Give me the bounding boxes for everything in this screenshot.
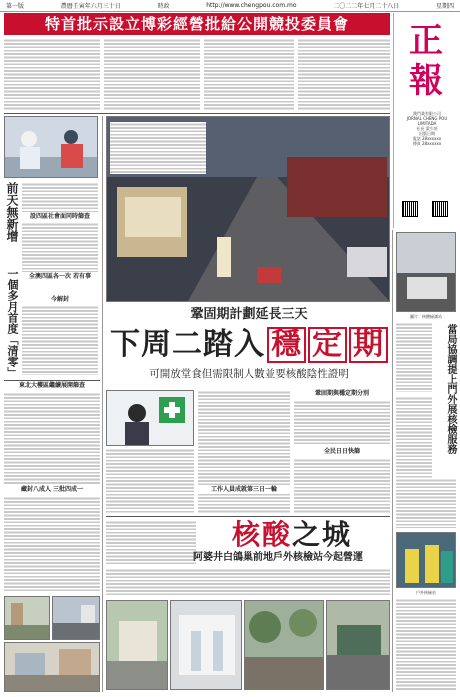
photo-testing-staff-image — [5, 117, 98, 178]
article-text-right-d — [396, 598, 456, 690]
photo-overlay-text — [110, 122, 206, 174]
headline-main — [106, 326, 392, 364]
feature-title-char-2: 酸 — [261, 518, 292, 551]
article-text-top-2 — [104, 38, 200, 110]
photo-official-image — [107, 391, 194, 446]
banner-headline: 特首批示設立博彩經營批給公開競投委員會 — [4, 13, 390, 35]
divider-center — [106, 516, 390, 517]
photo-street-2 — [52, 596, 100, 640]
photo-street-2-image — [53, 597, 100, 640]
article-text-left-d — [4, 392, 100, 484]
subhead-2: 今解封 — [50, 296, 69, 303]
divider-left-1 — [4, 380, 100, 381]
headline-over: 鞏固期計劃延長三天 — [190, 307, 308, 322]
photo-bottom-2 — [170, 600, 242, 690]
divider-top — [4, 113, 390, 114]
article-text-left-e — [4, 496, 100, 592]
photo-street-3 — [4, 642, 100, 692]
feature-title-char-3: 之 — [292, 518, 323, 551]
headline-box-1: 穩 — [267, 327, 306, 363]
section-name: 時政 — [157, 3, 170, 10]
feature-title-char-4: 城 — [322, 518, 353, 551]
photo-bottom-3-image — [245, 601, 324, 690]
masthead — [393, 13, 457, 228]
article-text-left-b — [22, 222, 98, 272]
photo-street-1 — [4, 596, 50, 640]
feature-title — [200, 520, 384, 550]
photo-right-2-image — [397, 533, 456, 588]
top-bar — [0, 0, 460, 12]
article-text-top-4 — [298, 38, 390, 110]
headline-box-3: 期 — [349, 327, 388, 363]
article-text-center-3 — [294, 400, 390, 446]
weekday: 星期四 — [435, 3, 454, 10]
headline-box-2: 定 — [308, 327, 347, 363]
article-text-center-1 — [106, 448, 194, 514]
headline-main-a: 下周二踏入 — [110, 327, 265, 362]
caption-right-1: 圖片：核酸檢測站 — [410, 314, 442, 319]
article-text-feature-2 — [106, 568, 390, 596]
feature-title-char-1: 核 — [231, 518, 262, 551]
headline-sub: 可開放堂食但需限制人數並要核酸陰性證明 — [149, 368, 349, 380]
vertical-headline-left-top: 前天無新增 — [5, 182, 19, 242]
subhead-7: 工作人員成就第三日一輪 — [198, 486, 290, 494]
lunar-date: 農曆壬寅年六月三十日 — [60, 3, 121, 10]
photo-right-2 — [396, 532, 456, 588]
photo-bottom-1 — [106, 600, 168, 690]
photo-street-3-image — [5, 643, 100, 692]
photo-official — [106, 390, 194, 446]
photo-testing-staff — [4, 116, 98, 178]
subhead-5: 鞏固期與穩定期分別 — [314, 390, 369, 397]
subhead-6: 全民日日快篩 — [323, 448, 360, 455]
article-text-top-1 — [4, 38, 100, 110]
feature-subtitle: 阿婆井白鴿巢前地戶外核檢站今起營運 — [193, 552, 363, 563]
divider-vertical-right — [392, 230, 393, 692]
photo-bottom-4-image — [327, 601, 390, 690]
article-text-left-a — [22, 182, 98, 212]
caption-right-2: 戶外核檢站 — [416, 590, 436, 595]
article-text-center-2 — [198, 390, 290, 514]
subhead-4: 藏封八成人 三批四成一 — [20, 486, 84, 493]
subhead-3: 東北大樓區繼續展開篩查 — [18, 382, 85, 389]
article-text-right-c — [396, 478, 456, 528]
photo-right-1 — [396, 232, 456, 312]
photo-bottom-4 — [326, 600, 390, 690]
qr-code-icon[interactable] — [432, 201, 448, 217]
photo-street-1-image — [5, 597, 50, 640]
vertical-headline-right: 當局協調提上門外展核檢服務 — [445, 324, 456, 454]
qr-code-icon[interactable] — [402, 201, 418, 217]
site-url[interactable]: http://www.chengpou.com.mo — [206, 2, 297, 9]
article-text-top-3 — [204, 38, 294, 110]
vertical-headline-left-mid: 一個多月首度「清零」 — [6, 268, 19, 378]
page-number: 第一版 — [6, 3, 25, 10]
photo-right-1-image — [397, 233, 456, 312]
photo-bottom-3 — [244, 600, 324, 690]
masthead-info: 澳門業有限公司 JORNAL CHENG POU LIMITADA 社長 梁少培 出版日期 電話 28xxxxxx 傳真 28xxxxxx — [406, 111, 448, 146]
divider-vertical-left — [102, 116, 103, 692]
gregorian-date: 二〇二二年七月二十八日 — [333, 3, 400, 10]
article-text-right-a — [396, 322, 432, 392]
article-text-center-4 — [294, 458, 390, 514]
photo-bottom-2-image — [171, 601, 242, 690]
article-text-left-c — [22, 305, 98, 375]
subhead-1: 全澳四區各一次 若有事 — [28, 273, 92, 280]
main-headline-block — [106, 306, 392, 386]
photo-bottom-1-image — [107, 601, 168, 690]
newspaper-logo: 正報 — [409, 21, 443, 101]
subhead-0: 設四區社會面同時篩查 — [29, 213, 90, 220]
